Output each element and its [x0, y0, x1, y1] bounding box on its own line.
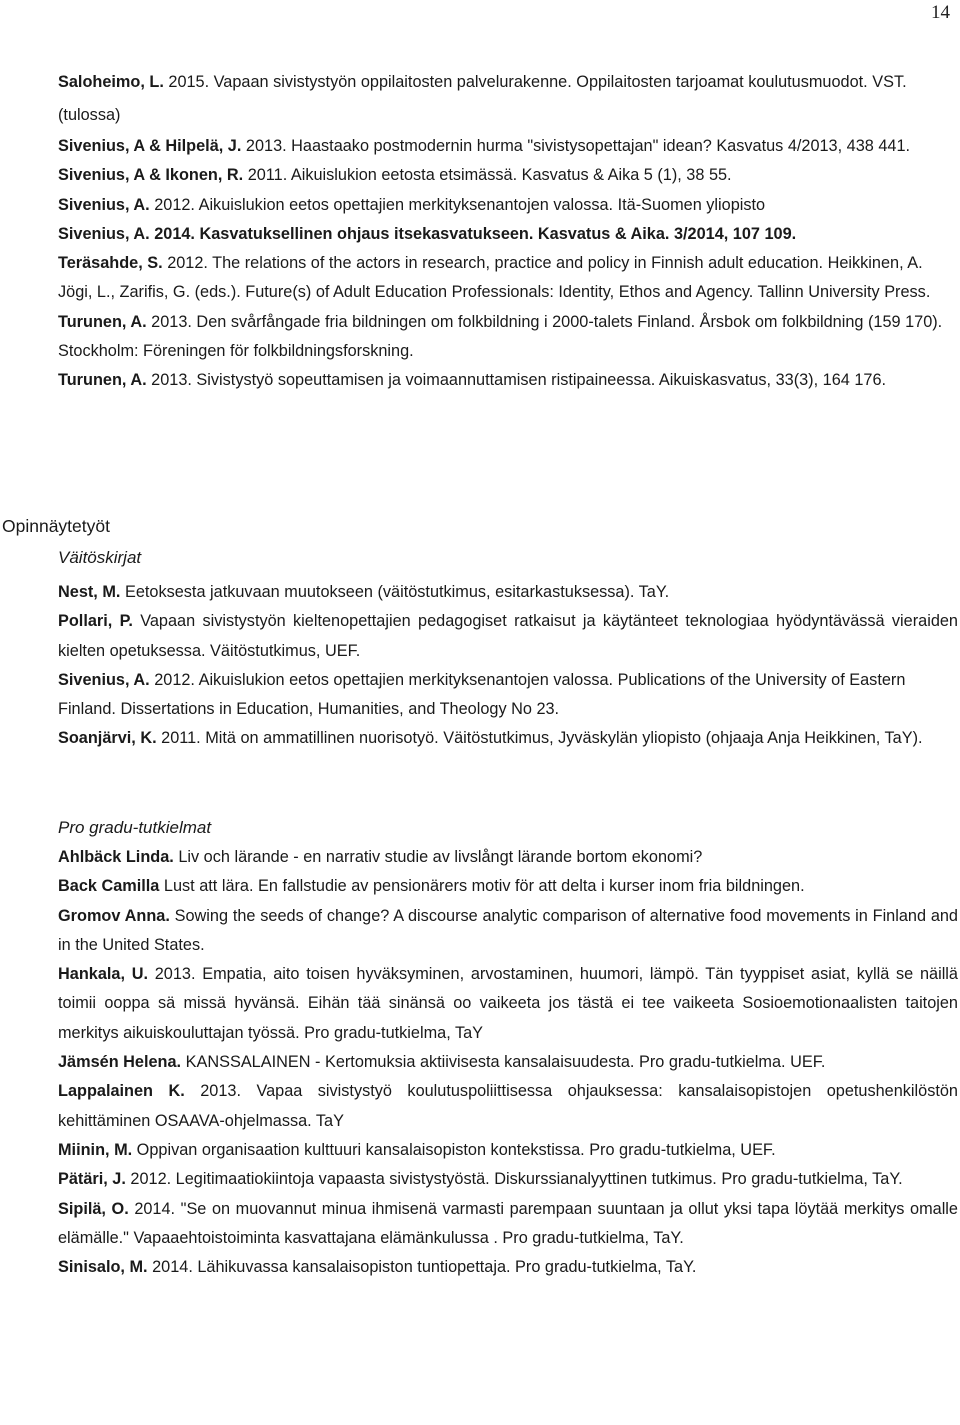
reference-entry: [58, 308, 958, 367]
reference-text: 2014. "Se on muovannut minua ihmisenä varmasti parempaan suuntaan ja ollut yksi tapa löytää merkitys omalle elämälle." Vapaaehtoistoiminta kasvattajana elämänkulussa . Pro gradu-tutkielma, TaY.: [58, 1199, 958, 1247]
list-item: [58, 666, 958, 725]
reference-author: Teräsahde, S.: [58, 254, 163, 273]
reference-author: Lappalainen K.: [58, 1082, 185, 1101]
reference-author: Sivenius, A. 2014. Kasvatuksellinen ohjaus itsekasvatukseen. Kasvatus & Aika. 3/2014, 107 109.: [58, 224, 797, 243]
reference-text: Oppivan organisaation kulttuuri kansalaisopiston kontekstissa. Pro gradu-tutkielma, UEF.: [132, 1140, 776, 1159]
reference-author: Sivenius, A.: [58, 195, 150, 214]
reference-text: 2013. Den svårfångade fria bildningen om folkbildning i 2000-talets Finland. Årsbok om folkbildning (159 170). Stockholm: Föreningen för folkbildningsforskning.: [58, 312, 943, 361]
reference-author: Jämsén Helena.: [58, 1053, 182, 1072]
reference-text: 2012. Aikuislukion eetos opettajien merkityksenantojen valossa. Itä-Suomen yliopisto: [149, 195, 766, 214]
dissertation-list: [58, 578, 958, 754]
list-item: [58, 1048, 958, 1077]
reference-author: Nest, M.: [58, 583, 121, 601]
reference-author: Pollari, P.: [58, 612, 133, 631]
section-heading: Opinnäytetyöt: [2, 516, 110, 536]
list-item: [58, 1195, 958, 1254]
reference-author: Back Camilla: [58, 877, 160, 896]
reference-text: 2011. Aikuislukion eetosta etsimässä. Kasvatus & Aika 5 (1), 38 55.: [243, 166, 732, 185]
reference-text: Liv och lärande - en narrativ studie av livslångt lärande bortom ekonomi?: [173, 848, 703, 866]
reference-author: Gromov Anna.: [58, 906, 170, 925]
reference-text: 2014. Lähikuvassa kansalaisopiston tuntiopettaja. Pro gradu-tutkielma, TaY.: [147, 1258, 697, 1277]
reference-text: Sowing the seeds of change? A discourse analytic comparison of alternative food movements in Finland and in the United States.: [58, 906, 958, 954]
list-item: [58, 607, 958, 666]
subsection-heading-dissertations: Väitöskirjat: [58, 548, 142, 567]
reference-author: Saloheimo, L.: [58, 73, 164, 91]
list-item: [58, 843, 958, 872]
reference-entry: [58, 191, 958, 220]
reference-text: Lust att lära. En fallstudie av pensionärers motiv för att delta i kurser inom fria bildningen.: [159, 877, 805, 896]
masters-thesis-list: [58, 843, 958, 1282]
list-item: [58, 1077, 958, 1136]
reference-entry: [58, 132, 958, 161]
reference-entry: [58, 66, 958, 132]
page-number: 14: [931, 2, 950, 23]
list-item: [58, 960, 958, 1048]
reference-author: Sipilä, O.: [58, 1199, 129, 1218]
list-item: [58, 1253, 958, 1282]
reference-entry: [58, 366, 958, 395]
reference-author: Hankala, U.: [58, 965, 148, 984]
list-item: [58, 902, 958, 961]
reference-entry: [58, 220, 958, 249]
reference-text: Vapaan sivistystyön kieltenopettajien pedagogiset ratkaisut ja käytänteet teknologiaa hyödyntävässä vieraiden kielten opetuksessa. Väitöstutkimus, UEF.: [58, 612, 958, 660]
reference-entry: [58, 249, 958, 308]
reference-text: 2012. Aikuislukion eetos opettajien merkityksenantojen valossa. Publications of the University of Eastern Finland. Dissertations in Education, Humanities, and Theology No 23.: [58, 670, 906, 719]
reference-text: 2013. Vapaa sivistystyö koulutuspoliittisessa ohjauksessa: kansalaisopistojen opetushenkilöstön kehittäminen OSAAVA-ohjelmassa. TaY: [58, 1082, 958, 1130]
list-item: [58, 1136, 958, 1165]
reference-text: 2012. The relations of the actors in research, practice and policy in Finnish adult education. Heikkinen, A. Jögi, L., Zarifis, G. (eds.). Future(s) of Adult Education Professionals: Identity, Ethos and Agency. Tallinn University Press.: [58, 254, 931, 302]
list-item: [58, 578, 958, 607]
reference-text: KANSSALAINEN - Kertomuksia aktiivisesta kansalaisuudesta. Pro gradu-tutkielma. UEF.: [181, 1053, 826, 1072]
reference-author: Sivenius, A & Ikonen, R.: [58, 166, 244, 185]
reference-author: Sivenius, A & Hilpelä, J.: [58, 137, 242, 155]
subsection-heading-masters-theses: Pro gradu-tutkielmat: [58, 818, 212, 837]
reference-author: Soanjärvi, K.: [58, 729, 157, 748]
list-item: [58, 872, 958, 901]
reference-author: Sivenius, A.: [58, 670, 150, 689]
reference-text: 2015. Vapaan sivistystyön oppilaitosten palvelurakenne. Oppilaitosten tarjoamat koulutusmuodot. VST. (tulossa): [58, 73, 907, 124]
reference-text: 2012. Legitimaatiokiintoja vapaasta sivistystyöstä. Diskurssianalyyttinen tutkimus. Pro gradu-tutkielma, TaY.: [125, 1170, 903, 1189]
reference-author: Sinisalo, M.: [58, 1258, 148, 1277]
list-item: [58, 724, 958, 753]
reference-author: Turunen, A.: [58, 371, 147, 390]
reference-text: 2013. Empatia, aito toisen hyväksyminen, arvostaminen, huumori, lämpö. Tän tyyppiset asiat, kyllä se näillä toimii ooppa sä missä hyvänsä. Eihän tää sinänsä oo vaikeeta jos tästä ei tee vaikeeta Sosioemotionaalisten taitojen merkitys aikuiskouluttajan työssä. Pro gradu-tutkielma, TaY: [58, 965, 958, 1042]
list-item: [58, 1165, 958, 1194]
reference-entry: [58, 161, 958, 190]
reference-list: [58, 66, 958, 396]
reference-text: 2011. Mitä on ammatillinen nuorisotyö. Väitöstutkimus, Jyväskylän yliopisto (ohjaaja Anja Heikkinen, TaY).: [156, 729, 923, 748]
reference-author: Pätäri, J.: [58, 1170, 126, 1189]
reference-text: 2013. Haastaako postmodernin hurma "sivistysopettajan" idean? Kasvatus 4/2013, 438 441.: [241, 137, 911, 155]
reference-text: Eetoksesta jatkuvaan muutokseen (väitöstutkimus, esitarkastuksessa). TaY.: [120, 583, 670, 601]
reference-text: 2013. Sivistystyö sopeuttamisen ja voimaannuttamisen ristipaineessa. Aikuiskasvatus, 33(3), 164 176.: [146, 371, 887, 390]
reference-author: Turunen, A.: [58, 312, 147, 331]
reference-author: Miinin, M.: [58, 1140, 133, 1159]
reference-author: Ahlbäck Linda.: [58, 848, 174, 866]
